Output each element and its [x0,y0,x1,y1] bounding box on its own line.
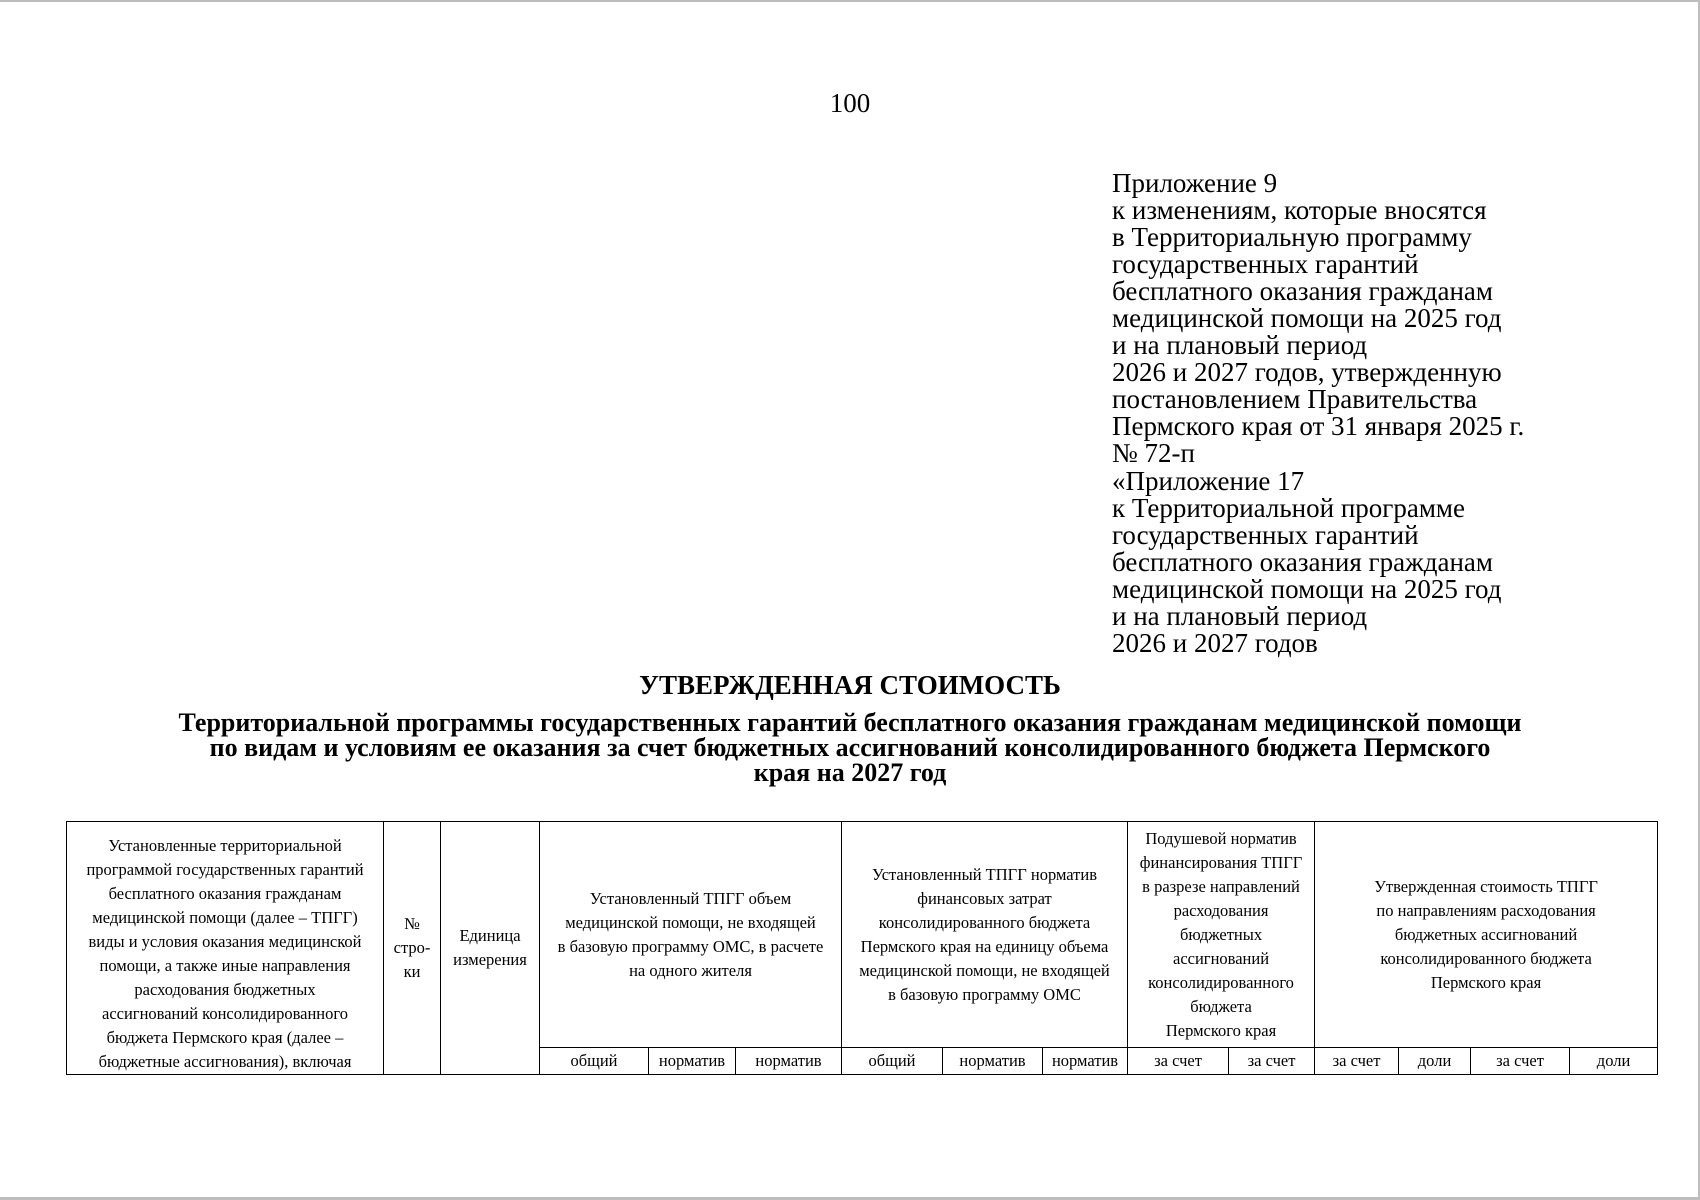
header-line: Пермского края на единицу объема [860,936,1109,956]
appendix-17-line: к Территориальной программе [1112,493,1465,523]
header-line: в базовую программу ОМС [888,984,1081,1004]
header-line: медицинской помощи, не входящей [859,960,1110,980]
header-cell-row-number [384,822,441,1075]
appendix-9-line: Пермского края от 31 января 2025 г. [1112,411,1525,441]
header-line: Пермского края [1165,1020,1277,1040]
appendix-17-line: медицинской помощи на 2025 год [1112,574,1502,604]
subheader-cell: за счет [1229,1048,1315,1075]
header-line: помощи, а также иные направления [99,956,351,975]
header-line: на одного жителя [629,960,752,980]
header-line: консолидированного бюджета [1380,948,1592,968]
header-line: ки [403,962,421,981]
header-line: бюджетных ассигнований [1394,924,1578,944]
header-line: измерения [453,950,527,969]
header-line: в базовую программу ОМС, в расчете [557,936,824,956]
header-line: Установленный ТПГГ норматив [872,864,1098,884]
header-line: медицинской помощи (далее – ТПГГ) [92,908,358,927]
header-cell-per-capita [1128,822,1315,1048]
header-line: виды и условия оказания медицинской [88,932,362,951]
header-cell-approved-cost [1315,822,1658,1048]
header-cell-unit [441,822,540,1075]
subheader-cell: норматив [943,1048,1043,1075]
document-subtitle [0,710,1700,785]
header-line: Установленный ТПГГ объем [589,888,792,908]
header-line: Пермского края [1430,972,1542,992]
header-line: бюджета Пермского края (далее – [106,1028,344,1047]
appendix-9-line: Приложение 9 [1112,168,1278,198]
appendix-17-line: 2026 и 2027 годов [1112,628,1318,658]
appendix-9-line: государственных гарантий [1112,249,1419,279]
header-line: ассигнований консолидированного [102,1004,348,1023]
header-line: в разрезе направлений [1142,876,1300,896]
appendix-9-line: № 72-п [1112,438,1195,468]
header-line: № [404,914,420,933]
page-number: 100 [829,88,871,118]
subheader-cell: доли [1570,1048,1658,1075]
header-line: программой государственных гарантий [86,860,364,879]
subheader-cell: норматив [736,1048,842,1075]
table-header-row [67,822,1658,1048]
header-line: ассигнований [1173,948,1270,968]
appendix-17-block [1112,468,1501,657]
subheader-cell: за счет [1128,1048,1229,1075]
subtitle-line: Территориальной программы государственных гарантий бесплатного оказания гражданам медицинской помощи [178,708,1522,737]
header-line: финансовых затрат [917,888,1052,908]
appendix-9-block [1112,170,1524,467]
subheader-cell: доли [1399,1048,1471,1075]
header-line: Подушевой норматив [1145,828,1297,848]
header-line: финансирования ТПГГ [1139,852,1303,872]
appendix-17-line: государственных гарантий [1112,520,1419,550]
appendix-9-line: 2026 и 2027 годов, утвержденную [1112,357,1502,387]
header-line: по направлениям расходования [1376,900,1596,920]
header-line: бесплатного оказания гражданам [108,884,342,903]
cost-table [66,821,1658,1075]
subtitle-line: по видам и условиям ее оказания за счет бюджетных ассигнований консолидированного бюджета Пермского [209,733,1491,762]
header-line: медицинской помощи, не входящей [565,912,816,932]
appendix-9-line: постановлением Правительства [1112,384,1478,414]
header-line: бюджета [1190,996,1252,1016]
appendix-9-line: и на плановый период [1112,330,1368,360]
subheader-cell: за счет [1315,1048,1399,1075]
header-line: консолидированного [1148,972,1294,992]
scan-edge-top [0,0,1700,2]
appendix-9-line: в Территориальную программу [1112,222,1472,252]
header-line: расходования бюджетных [134,980,316,999]
header-line: бюджетных [1179,924,1263,944]
appendix-9-line: к изменениям, которые вносятся [1112,195,1487,225]
subheader-cell: общий [842,1048,943,1075]
subheader-cell: за счет [1471,1048,1570,1075]
appendix-17-line: бесплатного оказания гражданам [1112,547,1493,577]
header-line: Установленные территориальной [108,836,342,855]
header-cell-types-of-care [67,822,384,1075]
appendix-17-line: и на плановый период [1112,601,1368,631]
subheader-cell: норматив [649,1048,736,1075]
header-cell-cost-norm [842,822,1128,1048]
header-line: расходования [1173,900,1269,920]
header-line: Утвержденная стоимость ТПГГ [1374,876,1598,896]
appendix-17-line: «Приложение 17 [1112,466,1305,496]
header-line: стро- [393,938,431,957]
document-title: УТВЕРЖДЕННАЯ СТОИМОСТЬ [639,670,1061,700]
header-line: бюджетные ассигнования), включая [98,1052,352,1071]
subheader-cell: норматив [1043,1048,1128,1075]
appendix-9-line: бесплатного оказания гражданам [1112,276,1493,306]
header-line: консолидированного бюджета [878,912,1091,932]
appendix-9-line: медицинской помощи на 2025 год [1112,303,1502,333]
subheader-cell: общий [540,1048,649,1075]
header-line: Единица [459,926,521,945]
header-cell-volume [540,822,842,1048]
subtitle-line: края на 2027 год [753,758,947,787]
